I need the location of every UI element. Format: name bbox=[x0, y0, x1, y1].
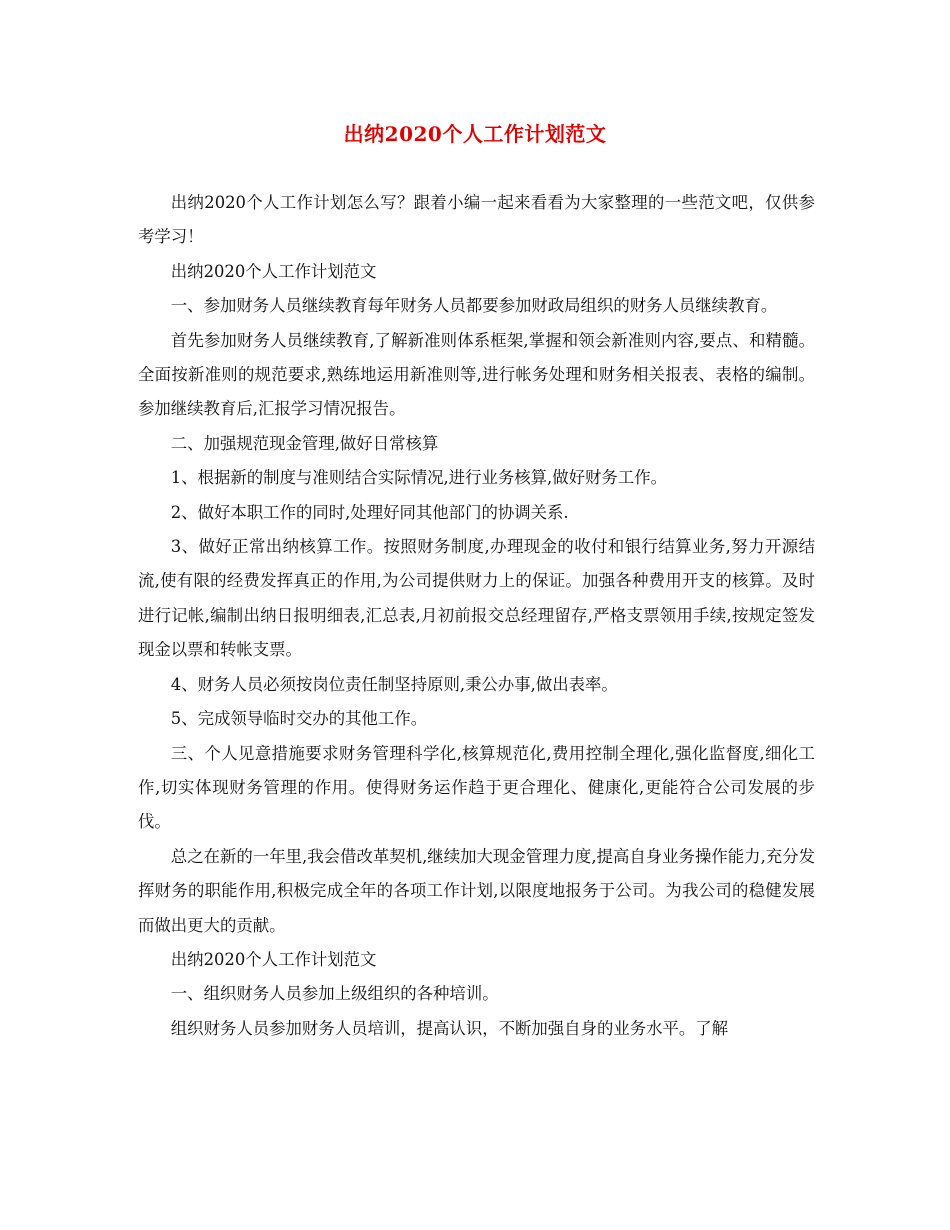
paragraph-item-1-body: 首先参加财务人员继续教育,了解新准则体系框架,掌握和领会新准则内容,要点、和精髓。全面按新准则的规范要求,熟练地运用新准则等,进行帐务处理和财务相关报表、表格的编制。参加继续教育后,汇报学习情况报告。 bbox=[138, 330, 815, 419]
paragraph-item-1-heading: 一、参加财务人员继续教育每年财务人员都要参加财政局组织的财务人员继续教育。 bbox=[170, 296, 778, 316]
paragraph-section-heading: 出纳2020个人工作计划范文 bbox=[170, 261, 377, 281]
paragraph-subitem-2: 2、做好本职工作的同时,处理好同其他部门的协调关系. bbox=[170, 502, 569, 522]
paragraph-summary: 总之在新的一年里,我会借改革契机,继续加大现金管理力度,提高自身业务操作能力,充分发挥财务的职能作用,积极完成全年的各项工作计划,以限度地报务于公司。为我公司的稳健发展而做出更大的贡献。 bbox=[138, 846, 815, 935]
paragraph-subitem-1: 1、根据新的制度与准则结合实际情况,进行业务核算,做好财务工作。 bbox=[170, 468, 667, 488]
paragraph-item-1-heading-2: 一、组织财务人员参加上级组织的各种培训。 bbox=[170, 984, 499, 1004]
paragraph-intro: 出纳2020个人工作计划怎么写？跟着小编一起来看看为大家整理的一些范文吧，仅供参考学习！ bbox=[138, 193, 815, 247]
paragraph-section-heading-2: 出纳2020个人工作计划范文 bbox=[170, 949, 377, 969]
paragraph-subitem-5: 5、完成领导临时交办的其他工作。 bbox=[170, 709, 428, 729]
paragraph-item-3: 三、个人见意措施要求财务管理科学化,核算规范化,费用控制全理化,强化监督度,细化工作,切实体现财务管理的作用。使得财务运作趋于更合理化、健康化,更能符合公司发展的步伐。 bbox=[138, 743, 815, 832]
paragraph-item-1-body-2: 组织财务人员参加财务人员培训，提高认识，不断加强自身的业务水平。了解 bbox=[170, 1018, 729, 1038]
document-body bbox=[138, 186, 815, 1046]
paragraph-item-2-heading: 二、加强规范现金管理,做好日常核算 bbox=[170, 433, 439, 453]
paragraph-subitem-3: 3、做好正常出纳核算工作。按照财务制度,办理现金的收付和银行结算业务,努力开源结流,使有限的经费发挥真正的作用,为公司提供财力上的保证。加强各种费用开支的核算。及时进行记帐,编制出纳日报明细表,汇总表,月初前报交总经理留存,严格支票领用手续,按规定签发现金以票和转帐支票。 bbox=[138, 537, 815, 660]
document-title: 出纳2020个人工作计划范文 bbox=[343, 122, 607, 146]
paragraph-subitem-4: 4、财务人员必须按岗位责任制坚持原则,秉公办事,做出表率。 bbox=[170, 674, 618, 694]
